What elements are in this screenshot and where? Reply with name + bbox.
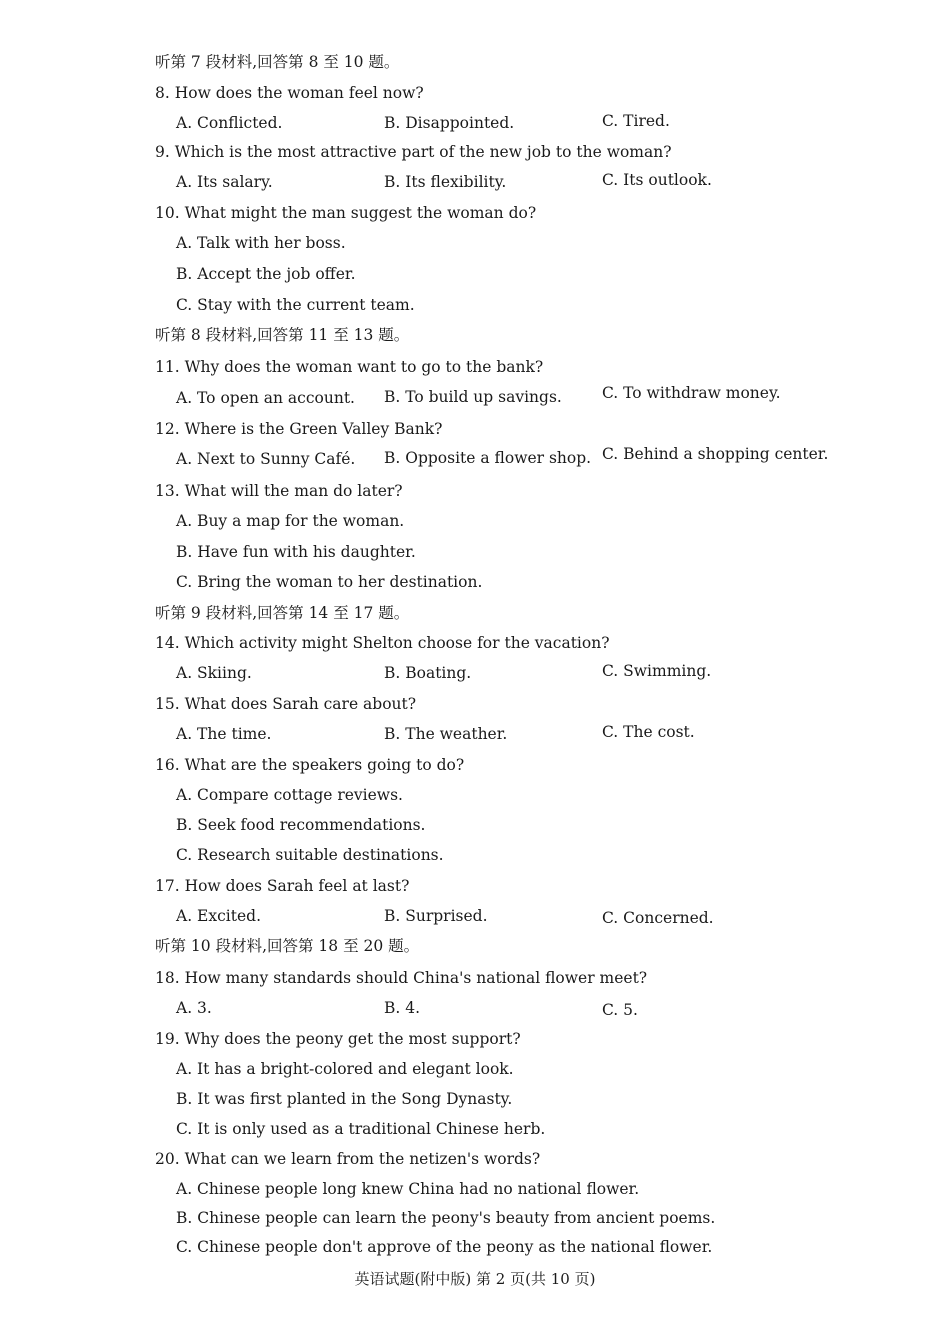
option-b: B. Its flexibility. xyxy=(384,173,507,191)
option-c: C. The cost. xyxy=(602,723,695,741)
option-b: B. It was first planted in the Song Dynasty. xyxy=(176,1090,513,1108)
question-stem: 19. Why does the peony get the most support? xyxy=(155,1030,521,1048)
option-b: B. To build up savings. xyxy=(384,388,562,406)
question-stem: 10. What might the man suggest the woman do? xyxy=(155,204,537,222)
option-a: A. Next to Sunny Café. xyxy=(176,450,356,468)
option-a: A. To open an account. xyxy=(176,389,355,407)
section-title: 听第 8 段材料,回答第 11 至 13 题。 xyxy=(155,326,410,344)
option-a: A. The time. xyxy=(176,725,272,743)
option-c: C. It is only used as a traditional Chinese herb. xyxy=(176,1120,546,1138)
option-a: A. Chinese people long knew China had no national flower. xyxy=(176,1180,640,1198)
question-stem: 15. What does Sarah care about? xyxy=(155,695,417,713)
option-b: B. Opposite a flower shop. xyxy=(384,449,592,467)
page-footer: 英语试题(附中版) 第 2 页(共 10 页) xyxy=(354,1270,596,1288)
option-a: A. Buy a map for the woman. xyxy=(176,512,405,530)
option-a: A. 3. xyxy=(176,999,212,1017)
option-b: B. Seek food recommendations. xyxy=(176,816,426,834)
question-stem: 9. Which is the most attractive part of the new job to the woman? xyxy=(155,143,672,161)
option-c: C. Swimming. xyxy=(602,662,712,680)
option-c: C. 5. xyxy=(602,1001,638,1019)
option-c: C. Behind a shopping center. xyxy=(602,445,829,463)
option-b: B. 4. xyxy=(384,999,421,1017)
option-c: C. Its outlook. xyxy=(602,171,712,189)
question-stem: 18. How many standards should China's national flower meet? xyxy=(155,969,648,987)
question-stem: 14. Which activity might Shelton choose for the vacation? xyxy=(155,634,610,652)
option-a: A. Conflicted. xyxy=(176,114,283,132)
option-b: B. The weather. xyxy=(384,725,508,743)
option-a: A. It has a bright-colored and elegant look. xyxy=(176,1060,514,1078)
option-b: B. Surprised. xyxy=(384,907,488,925)
section-title: 听第 10 段材料,回答第 18 至 20 题。 xyxy=(155,937,420,955)
section-title: 听第 7 段材料,回答第 8 至 10 题。 xyxy=(155,53,400,71)
option-a: A. Talk with her boss. xyxy=(176,234,346,252)
option-b: B. Chinese people can learn the peony's beauty from ancient poems. xyxy=(176,1209,716,1227)
question-stem: 8. How does the woman feel now? xyxy=(155,84,424,102)
option-a: A. Compare cottage reviews. xyxy=(176,786,403,804)
option-c: C. Tired. xyxy=(602,112,670,130)
option-b: B. Accept the job offer. xyxy=(176,265,356,283)
option-a: A. Excited. xyxy=(176,907,261,925)
option-c: C. Bring the woman to her destination. xyxy=(176,573,483,591)
question-stem: 13. What will the man do later? xyxy=(155,482,403,500)
option-c: C. To withdraw money. xyxy=(602,384,781,402)
option-c: C. Chinese people don't approve of the peony as the national flower. xyxy=(176,1238,713,1256)
option-b: B. Boating. xyxy=(384,664,472,682)
question-stem: 20. What can we learn from the netizen's words? xyxy=(155,1150,541,1168)
option-a: A. Its salary. xyxy=(176,173,273,191)
question-stem: 12. Where is the Green Valley Bank? xyxy=(155,420,443,438)
section-title: 听第 9 段材料,回答第 14 至 17 题。 xyxy=(155,604,410,622)
question-stem: 17. How does Sarah feel at last? xyxy=(155,877,410,895)
option-c: C. Research suitable destinations. xyxy=(176,846,444,864)
option-a: A. Skiing. xyxy=(176,664,252,682)
question-stem: 16. What are the speakers going to do? xyxy=(155,756,465,774)
question-stem: 11. Why does the woman want to go to the bank? xyxy=(155,358,544,376)
option-c: C. Stay with the current team. xyxy=(176,296,415,314)
option-c: C. Concerned. xyxy=(602,909,714,927)
option-b: B. Disappointed. xyxy=(384,114,515,132)
option-b: B. Have fun with his daughter. xyxy=(176,543,416,561)
